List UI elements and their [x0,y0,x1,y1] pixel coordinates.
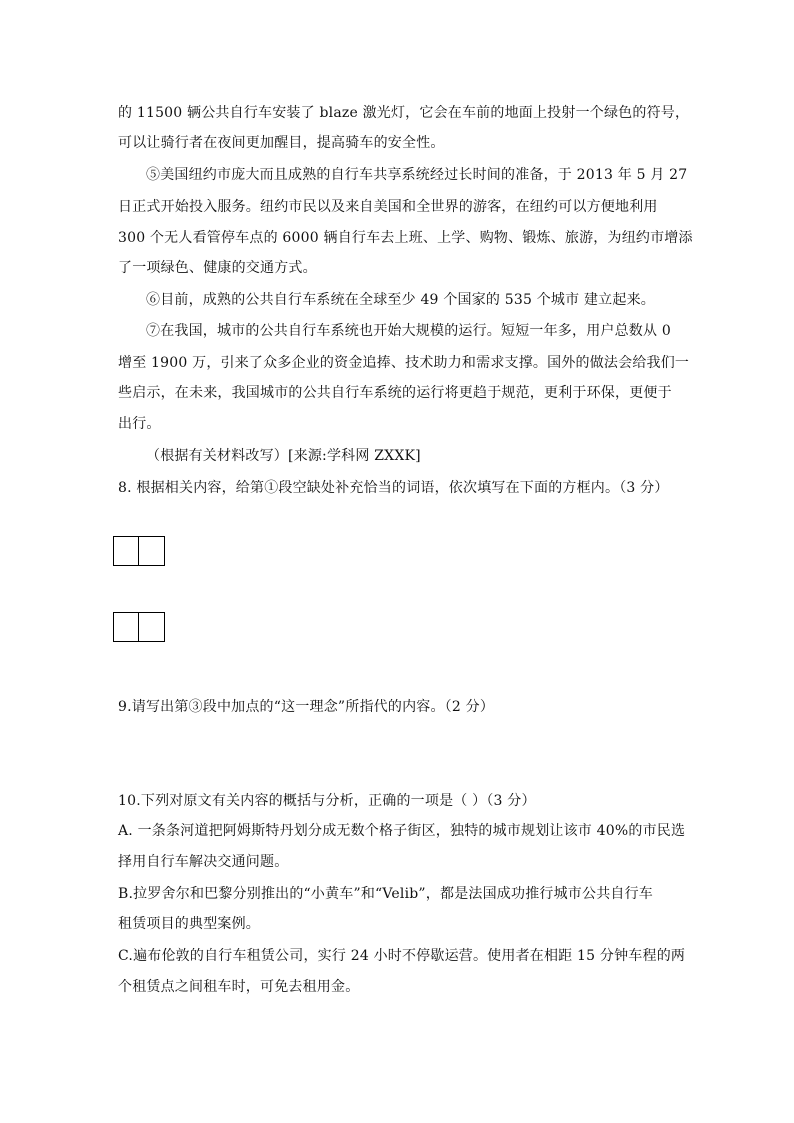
answer-box[interactable] [139,612,165,642]
option-b-line-2: 租赁项目的典型案例。 [118,916,260,932]
paragraph-5-line-3: 300 个无人看管停车点的 6000 辆自行车去上班、上学、购物、锻炼、旅游，为纽约市增添 [118,230,693,246]
answer-boxes-row-1 [113,536,165,566]
option-a-line-2: 择用自行车解决交通问题。 [118,854,289,870]
paragraph-7-line-3: 些启示，在未来，我国城市的公共自行车系统的运行将更趋于规范，更利于环保，更便于 [118,385,672,401]
answer-box[interactable] [113,536,139,566]
paragraph-7-line-4: 出行。 [118,416,161,432]
option-b-line-1: B.拉罗舍尔和巴黎分别推出的“小黄车”和“Velib”，都是法国成功推行城市公共自行车 [118,886,653,902]
paragraph-5-line-2: 日正式开始投入服务。纽约市民以及来自美国和全世界的游客，在纽约可以方便地利用 [118,199,658,215]
answer-box[interactable] [139,536,165,566]
option-c-line-2: 个租赁点之间租车时，可免去租用金。 [118,979,360,995]
question-9: 9.请写出第③段中加点的“这一理念”所指代的内容。（2 分） [118,699,495,715]
option-c-line-1: C.遍布伦敦的自行车租赁公司，实行 24 小时不停歇运营。使用者在相距 15 分钟车程的两 [118,948,686,964]
paragraph-5-line-4: 了一项绿色、健康的交通方式。 [118,260,317,276]
answer-boxes-row-2 [113,612,165,642]
paragraph-7-line-2: 增至 1900 万，引来了众多企业的资金追捧、技术助力和需求支撑。国外的做法会给我们一 [118,355,690,371]
answer-box[interactable] [113,612,139,642]
paragraph-5-line-1: ⑤美国纽约市庞大而且成熟的自行车共享系统经过长时间的准备，于 2013 年 5 月 27 [146,167,688,183]
question-8: 8. 根据相关内容，给第①段空缺处补充恰当的词语，依次填写在下面的方框内。（3 分） [118,480,669,496]
option-a-line-1: A. 一条条河道把阿姆斯特丹划分成无数个格子街区，独特的城市规划让该市 40%的市民选 [118,823,686,839]
paragraph-4-line-2: 可以让骑行者在夜间更加醒目，提高骑车的安全性。 [118,135,445,151]
paragraph-4-line-1: 的 11500 辆公共自行车安装了 blaze 激光灯，它会在车前的地面上投射一个绿色的符号， [118,105,690,121]
paragraph-6-line-1: ⑥目前，成熟的公共自行车系统在全球至少 49 个国家的 535 个城市 建立起来。 [146,292,655,308]
paragraph-7-line-1: ⑦在我国，城市的公共自行车系统也开始大规模的运行。短短一年多，用户总数从 0 [146,323,671,339]
source-note: （根据有关材料改写）[来源:学科网 ZXXK] [146,448,421,464]
question-10: 10.下列对原文有关内容的概括与分析，正确的一项是（ ）（3 分） [118,793,536,809]
